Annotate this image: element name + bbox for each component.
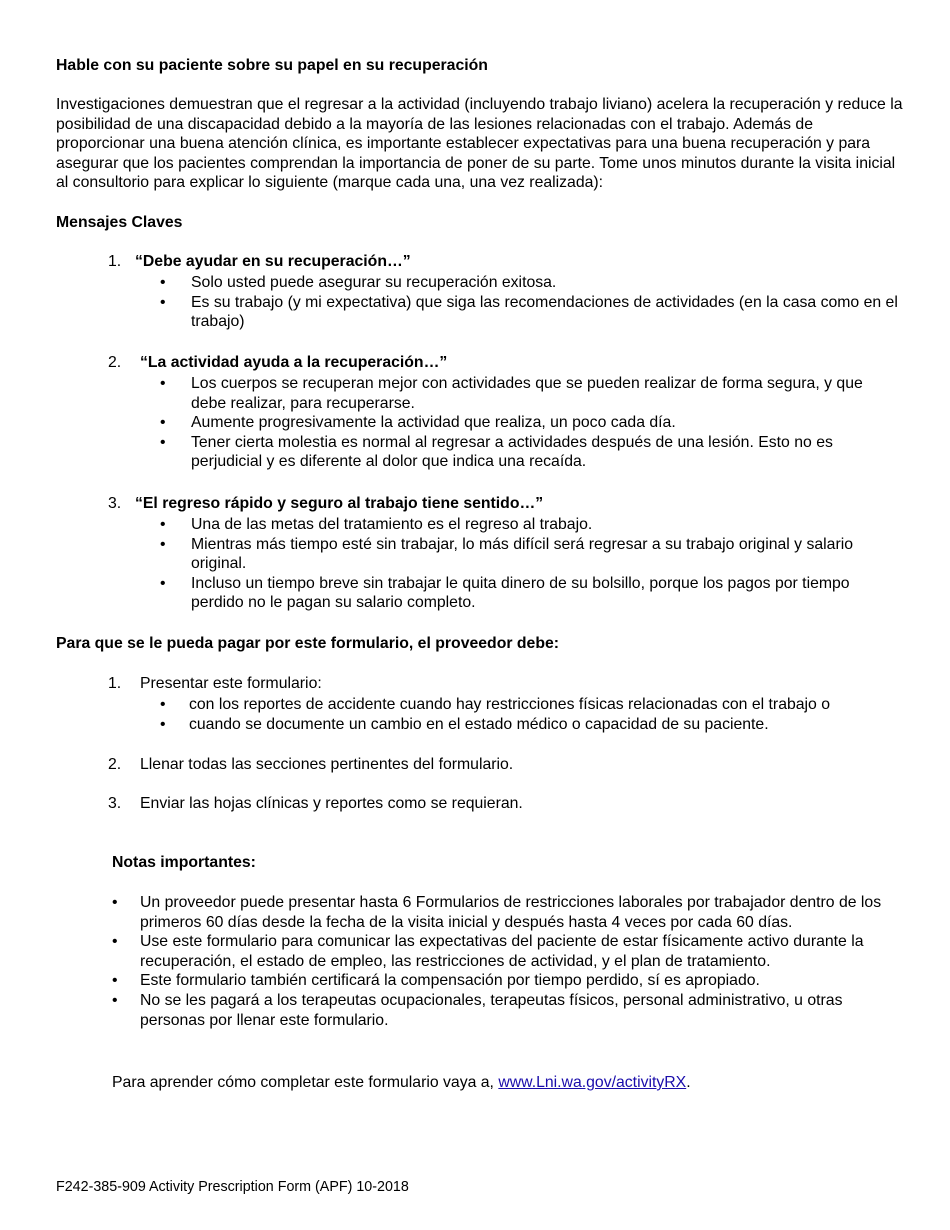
list-item: • Este formulario también certificará la compensación por tiempo perdido, sí es apropiado. — [112, 972, 760, 990]
list-item: • Una de las metas del tratamiento es el regreso al trabajo. — [160, 516, 593, 533]
bullet-icon: • — [160, 516, 166, 533]
bullet-icon: • — [112, 894, 118, 911]
list-item: • Use este formulario para comunicar las expectativas del paciente de estar físicamente activo durante la recuperación, el estado de empleo, las restricciones de actividad, y el plan de tratamiento. — [112, 933, 864, 970]
bullet-icon: • — [160, 535, 166, 553]
bullet-icon: • — [112, 933, 118, 951]
bullet-icon: • — [160, 696, 166, 713]
list-item: • No se les pagará a los terapeutas ocupacionales, terapeutas físicos, personal administrativo, u otras personas por llenar este formulario. — [112, 991, 843, 1029]
activityrx-link[interactable]: www.Lni.wa.gov/activityRX — [498, 1074, 687, 1091]
page-title: Hable con su paciente sobre su papel en su recuperación — [56, 57, 488, 74]
list-item: • Los cuerpos se recuperan mejor con actividades que se pueden realizar de forma segura, y que debe realizar, para recuperarse. — [160, 375, 863, 412]
bullet-icon: • — [112, 972, 118, 990]
list-item: • Es su trabajo (y mi expectativa) que siga las recomendaciones de actividades (en la casa como en el trabajo) — [160, 293, 898, 331]
payment-item-label: Enviar las hojas clínicas y reportes como se requieran. — [140, 795, 523, 812]
notes-list — [112, 893, 907, 1030]
learn-more-line — [112, 1073, 950, 1093]
list-item: • con los reportes de accidente cuando hay restricciones físicas relacionadas con el trabajo o — [160, 696, 831, 713]
learn-more-suffix: . — [686, 1074, 691, 1091]
form-footer: F242-385-909 Activity Prescription Form (APF) 10-2018 — [56, 1179, 409, 1195]
key-message-label: “Debe ayudar en su recuperación…” — [135, 253, 411, 270]
payment-heading: Para que se le pueda pagar por este formulario, el proveedor debe: — [56, 635, 560, 652]
item-number: 1. — [108, 675, 122, 692]
item-number: 1. — [108, 253, 122, 270]
key-message-label: “El regreso rápido y seguro al trabajo tiene sentido…” — [135, 495, 544, 512]
list-item: • Un proveedor puede presentar hasta 6 Formularios de restricciones laborales por trabajador dentro de los primeros 60 días desde la fecha de la visita inicial y después hasta 4 veces por cada 60 días. — [112, 894, 882, 931]
list-item: • Solo usted puede asegurar su recuperación exitosa. — [160, 274, 557, 291]
list-item: • Incluso un tiempo breve sin trabajar le quita dinero de su bolsillo, porque los pagos por tiempo perdido no le pagan su salario completo. — [160, 574, 850, 612]
bullet-icon: • — [160, 433, 166, 451]
key-message-label: “La actividad ayuda a la recuperación…” — [140, 354, 448, 371]
list-item: • Mientras más tiempo esté sin trabajar, lo más difícil será regresar a su trabajo original y salario original. — [160, 535, 853, 573]
intro-paragraph: Investigaciones demuestran que el regresar a la actividad (incluyendo trabajo liviano) acelera la recuperación y reduce la posibilidad de una discapacidad debido a la mayoría de las lesiones relacionadas con el trabajo. Además de proporcionar una buena atención clínica, es importante establecer expectativas para una buena recuperación y para asegurar que los pacientes comprendan la importancia de poner de su parte. Tome unos minutos durante la visita inicial al consultorio para explicar lo siguiente (marque cada una, una vez realizada): — [56, 96, 903, 192]
item-number: 2. — [108, 756, 122, 773]
key-message-1-bullets — [160, 273, 900, 332]
item-number: 3. — [108, 795, 122, 812]
payment-item-label: Presentar este formulario: — [140, 675, 322, 692]
key-messages-heading: Mensajes Claves — [56, 214, 183, 231]
key-message-2-bullets — [160, 374, 900, 472]
bullet-icon: • — [160, 274, 166, 291]
item-number: 3. — [108, 495, 122, 512]
bullet-icon: • — [160, 375, 166, 392]
bullet-icon: • — [160, 574, 166, 592]
list-item: • Tener cierta molestia es normal al regresar a actividades después de una lesión. Esto no es perjudicial y es diferente al dolor que indica una recaída. — [160, 433, 833, 471]
item-number: 2. — [108, 354, 122, 371]
bullet-icon: • — [112, 991, 118, 1009]
bullet-icon: • — [160, 293, 166, 311]
list-item: • cuando se documente un cambio en el estado médico o capacidad de su paciente. — [160, 715, 769, 733]
bullet-icon: • — [160, 715, 166, 733]
key-message-3-bullets — [160, 515, 900, 613]
payment-item-1-bullets — [160, 695, 900, 734]
payment-item-label: Llenar todas las secciones pertinentes del formulario. — [140, 756, 514, 773]
learn-more-text: Para aprender cómo completar este formulario vaya a, — [112, 1074, 499, 1091]
notes-heading: Notas importantes: — [112, 854, 256, 871]
bullet-icon: • — [160, 414, 166, 432]
list-item: • Aumente progresivamente la actividad que realiza, un poco cada día. — [160, 414, 676, 432]
